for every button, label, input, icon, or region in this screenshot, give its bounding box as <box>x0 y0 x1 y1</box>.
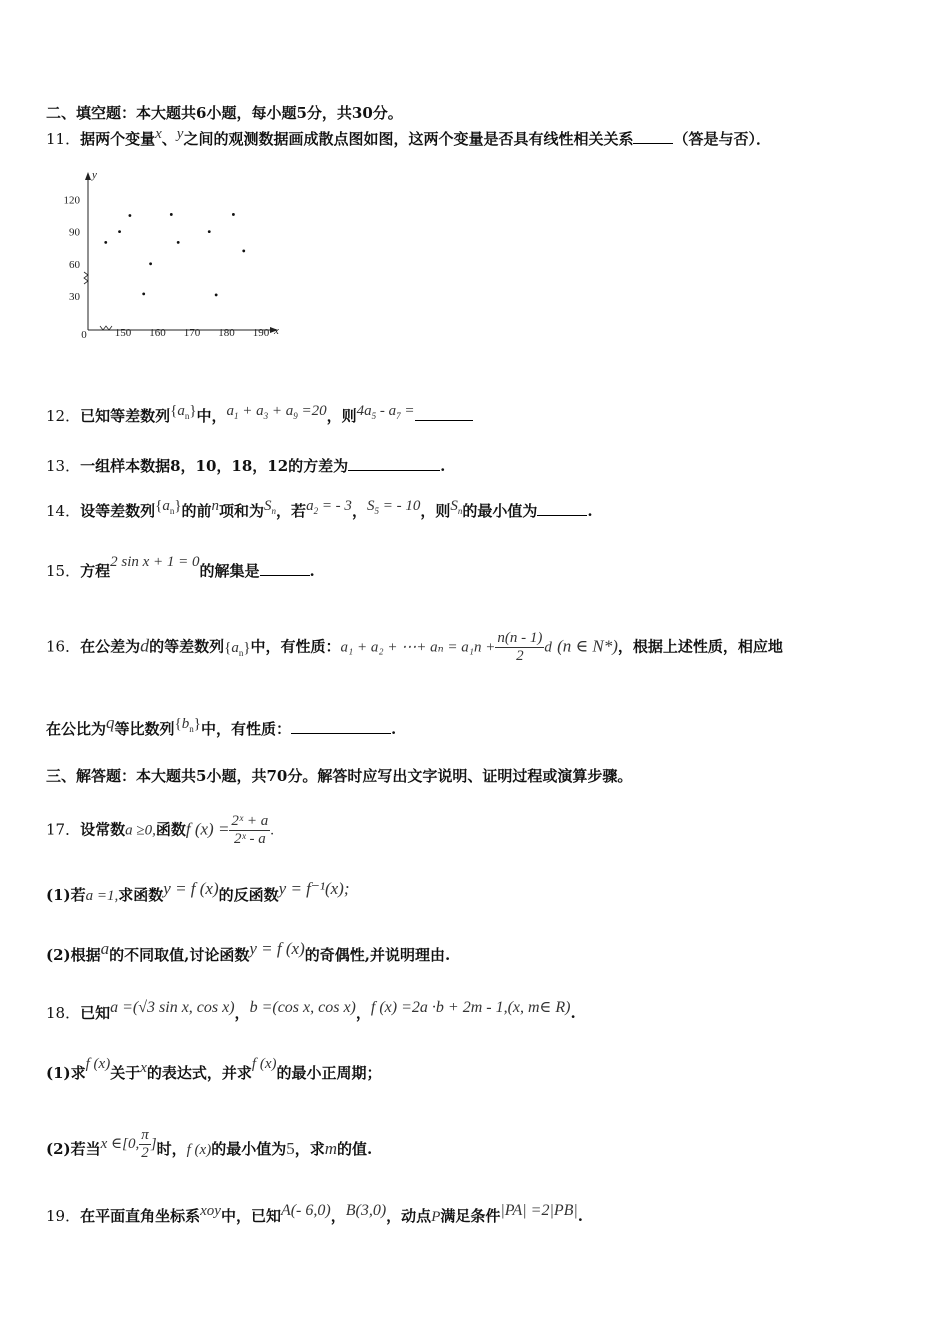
seq-letter: a <box>177 403 185 419</box>
q11-text-1: 据两个变量 <box>80 130 156 148</box>
scatter-point <box>177 241 180 244</box>
interval-condition <box>100 1127 157 1161</box>
section-3-heading-text: 三、解答题：本大题共5小题，共70分。解答时应写出文字说明、证明过程或演算步骤。 <box>46 767 633 785</box>
question-number: 17． <box>46 820 81 839</box>
scatter-point <box>118 230 121 233</box>
part-label: (2)若当 <box>46 1139 101 1158</box>
sum-letter: S <box>264 498 272 514</box>
eq-plus-1: + <box>238 403 257 419</box>
expr-a5-sub: 5 <box>371 411 377 421</box>
q14-text-3: 项和为 <box>219 502 265 520</box>
scatter-plot <box>56 168 288 348</box>
question-12 <box>46 405 473 427</box>
q17-1-text-1: 求函数 <box>118 886 164 904</box>
expr-minus: - <box>376 403 389 419</box>
question-19 <box>46 1202 584 1226</box>
q15-text-2: 的解集是 <box>199 562 260 580</box>
answer-blank[interactable] <box>291 732 391 734</box>
function: f (x) <box>85 1056 111 1072</box>
q18-text-1: 已知 <box>80 1004 111 1022</box>
q17-1-text-2: 的反函数 <box>218 886 279 904</box>
equation: 2 sin x + 1 = 0 <box>110 554 200 570</box>
answer-blank[interactable] <box>348 469 440 471</box>
question-17-part-2 <box>46 939 451 965</box>
y-axis-arrow <box>85 172 91 180</box>
x-tick-label: 150 <box>114 327 132 339</box>
question-18-part-1 <box>46 1056 382 1083</box>
y-tick-label: 90 <box>69 226 80 239</box>
var-a: a <box>100 939 110 958</box>
cond-a2-sub: 2 <box>313 506 319 516</box>
fraction-numerator: n(n - 1) <box>497 630 543 646</box>
y-tick-label: 30 <box>69 291 80 303</box>
expr-coef: 4 <box>356 403 365 419</box>
section-3-heading <box>46 765 632 786</box>
question-13 <box>46 455 445 476</box>
scatter-point <box>170 213 173 216</box>
function-def: f (x) = <box>185 819 230 839</box>
q17-2-text-2: 的奇偶性,并说明理由. <box>304 946 451 964</box>
domain-condition: (n ∈ N*) <box>557 636 618 656</box>
q19-end: . <box>577 1207 584 1225</box>
var-y: y <box>176 126 184 142</box>
condition: a ≥0, <box>125 822 156 839</box>
scatter-point <box>142 292 145 295</box>
seq-a-n: $\{a_n\}$ <box>170 403 197 421</box>
part-label: (1)若 <box>46 886 86 904</box>
answer-blank[interactable] <box>633 142 673 144</box>
section-2-heading-text: 二、填空题：本大题共6小题，每小题5分，共30分。 <box>46 104 403 122</box>
part-label: (2)根据 <box>46 946 101 964</box>
question-number: 13． <box>46 457 81 475</box>
x-tick-label: 170 <box>183 327 201 339</box>
eq-a1: a <box>226 403 235 419</box>
q14-text-4: ，若 <box>276 502 307 520</box>
seq-letter: b <box>181 716 190 732</box>
q18-2-text-2: 的最小值为 <box>211 1139 287 1158</box>
point-b: B(3,0) <box>345 1202 387 1219</box>
q16b-end: . <box>390 720 397 738</box>
answer-blank[interactable] <box>537 514 587 516</box>
expr-a5: a <box>364 403 372 419</box>
expr-eq: = <box>400 403 415 419</box>
q13-text: 一组样本数据8，10，18，12的方差为 <box>80 457 349 475</box>
sum-sub: n <box>457 506 463 516</box>
sum-formula: a₁ + a₂ + ⋯+ aₙ = a₁n + <box>340 639 496 656</box>
q14-text-5: ，则 <box>420 502 451 520</box>
question-number: 11． <box>46 130 81 148</box>
cond-s5-rhs: = - 10 <box>378 498 421 514</box>
q17-text-2: 函数 <box>155 820 186 839</box>
eq-a9: a <box>285 403 294 419</box>
seq-letter: a <box>231 639 239 656</box>
scatter-point <box>242 250 245 253</box>
seq-sub: n <box>184 411 190 421</box>
cond-a2-letter: a <box>306 498 314 514</box>
expr-a7-sub: 7 <box>396 411 401 421</box>
function-fraction <box>229 813 270 848</box>
q12-text-2: 中， <box>196 407 227 425</box>
answer-blank[interactable] <box>260 574 310 576</box>
interval-end: ] <box>150 1135 157 1152</box>
q18-1-text-3: 的最小正周期； <box>276 1064 382 1082</box>
vector-a: a =(√3 sin x, cos x) <box>110 999 235 1016</box>
question-16 <box>46 630 783 665</box>
seq-sub: n <box>189 724 194 734</box>
x-tick-label: 160 <box>149 327 166 339</box>
y-axis-label: y <box>92 169 97 181</box>
q13-end: . <box>440 457 446 475</box>
vector-b: b =(cos x, cos x) <box>249 999 356 1016</box>
q16-text-3: 中，有性质： <box>250 637 341 656</box>
y-tick-label: 120 <box>63 194 80 207</box>
distance-condition: |PA| =2|PB| <box>500 1202 578 1219</box>
var-x: x <box>140 1060 147 1076</box>
eq-a1-sub: 1 <box>234 411 239 421</box>
fraction-numerator: 2ˣ + a <box>231 813 269 829</box>
seq-b-n: $\{b_n\}$ <box>174 716 201 734</box>
question-16-continued <box>46 713 397 740</box>
q16b-text-1: 在公比为 <box>46 720 107 738</box>
coord-system: xoy <box>200 1203 221 1219</box>
q19-text-3: ，动点 <box>386 1207 432 1225</box>
q19-comma: ， <box>330 1207 346 1225</box>
q18-2-text-1: 时， <box>156 1139 187 1158</box>
q12-text-1: 已知等差数列 <box>80 407 171 425</box>
q14-text-1: 设等差数列 <box>80 502 156 520</box>
fraction-denominator: 2 <box>516 648 524 664</box>
question-number: 16． <box>46 637 81 656</box>
q19-text-1: 在平面直角坐标系 <box>80 1207 201 1225</box>
x-tick-label: 190 <box>252 327 270 339</box>
cond-s5-sub: 5 <box>374 506 379 516</box>
question-15 <box>46 554 315 581</box>
sum-tail: d <box>544 639 552 656</box>
min-value: 5 <box>286 1138 295 1158</box>
q17-2-text-1: 的不同取值,讨论函数 <box>109 946 250 964</box>
seq-letter: a <box>162 498 170 514</box>
part-label: (1)求 <box>46 1064 86 1082</box>
question-17-part-1 <box>46 879 350 905</box>
eq-plus-2: + <box>268 403 286 419</box>
q18-comma-1: ， <box>234 1004 250 1022</box>
scatter-point <box>208 230 211 233</box>
point-a: A(- 6,0) <box>280 1202 331 1219</box>
section-2-heading <box>46 102 403 123</box>
q16-text-4: ，根据上述性质，相应地 <box>617 637 783 656</box>
seq-a-n: $\{a_n\}$ <box>224 639 251 658</box>
q19-text-4: 满足条件 <box>440 1207 501 1225</box>
interval-fraction <box>139 1127 151 1162</box>
function-def: f (x) =2a ·b + 2m - 1,(x, m∈ R) <box>370 999 571 1016</box>
inverse-function: y = f⁻¹(x); <box>278 879 350 898</box>
q14-text-2: 的前 <box>181 502 212 520</box>
q11-text-3: （答是与否）． <box>673 130 771 148</box>
eq-a3: a <box>256 403 264 419</box>
x-axis-break <box>100 326 112 330</box>
condition-s5 <box>367 498 420 514</box>
question-number: 19． <box>46 1207 81 1225</box>
q14-comma: ， <box>351 502 367 520</box>
q16b-text-2: 等比数列 <box>114 720 175 738</box>
question-11 <box>46 128 771 149</box>
q18-comma-2: ， <box>355 1004 371 1022</box>
question-number: 18． <box>46 1004 81 1022</box>
question-18-part-2 <box>46 1127 373 1168</box>
y-axis-break <box>84 272 88 284</box>
scatter-point <box>232 213 235 216</box>
var-d: d <box>140 635 150 656</box>
eq-a3-sub: 3 <box>263 411 269 421</box>
q11-text-2: 之间的观测数据画成散点图如图，这两个变量是否具有线性相关关系 <box>183 130 634 148</box>
sum-fraction <box>495 630 544 665</box>
var-n: n <box>211 498 220 514</box>
scatter-point <box>129 214 132 217</box>
scatter-points <box>104 213 245 296</box>
condition: a =1, <box>85 888 119 904</box>
origin-label: 0 <box>81 329 87 341</box>
question-number: 14． <box>46 502 81 520</box>
function: y = f (x) <box>163 879 219 898</box>
chart-axes <box>84 172 278 333</box>
fraction-denominator: 2ˣ - a <box>233 831 266 847</box>
cond-s5-letter: S <box>366 498 375 514</box>
question-number: 15． <box>46 562 81 580</box>
fraction-numerator: π <box>141 1127 149 1143</box>
seq-sub: n <box>238 647 244 658</box>
seq-sub: n <box>169 506 175 516</box>
answer-blank[interactable] <box>415 419 473 421</box>
fraction-denominator: 2 <box>141 1145 149 1161</box>
y-tick-labels <box>64 194 81 303</box>
q17-end: . <box>270 822 275 839</box>
seq-a-n: $\{a_n\}$ <box>155 498 182 516</box>
q18-2-text-3: ，求 <box>294 1139 325 1158</box>
var-q: q <box>106 713 115 732</box>
question-17 <box>46 813 274 848</box>
target-expression <box>357 403 415 419</box>
q19-text-2: 中，已知 <box>220 1207 281 1225</box>
q11-sep: 、 <box>161 130 177 148</box>
condition-equation <box>227 403 327 419</box>
q17-text-1: 设常数 <box>80 820 126 839</box>
expr-a7: a <box>388 403 397 419</box>
scatter-point <box>149 262 152 265</box>
sum-s-n-2 <box>450 498 462 514</box>
question-14 <box>46 500 593 522</box>
question-number: 12． <box>46 407 81 425</box>
cond-a2-rhs: = - 3 <box>318 498 352 514</box>
q14-text-6: 的最小值为 <box>462 502 538 520</box>
function: y = f (x) <box>249 939 305 958</box>
q18-2-text-4: 的值. <box>337 1139 373 1158</box>
scatter-point <box>104 241 107 244</box>
q12-text-3: ，则 <box>326 407 357 425</box>
q16-text-1: 在公差为 <box>80 637 141 656</box>
q14-end: . <box>587 502 593 520</box>
q18-1-text-2: 的表达式，并求 <box>146 1064 252 1082</box>
x-tick-label: 180 <box>218 327 235 339</box>
x-tick-labels <box>115 327 270 339</box>
y-tick-label: 60 <box>69 258 80 271</box>
q16b-text-3: 中，有性质： <box>200 720 291 738</box>
q18-end: . <box>570 1004 576 1022</box>
q15-text-1: 方程 <box>80 562 111 580</box>
interval-start: x ∈[0, <box>100 1135 140 1152</box>
q15-end: . <box>309 562 315 580</box>
x-axis-label: x <box>274 325 279 337</box>
var-x: x <box>155 126 162 142</box>
condition-a2 <box>306 498 352 514</box>
question-18 <box>46 999 576 1023</box>
eq-a9-sub: 9 <box>293 411 298 421</box>
sum-letter: S <box>450 498 458 514</box>
function: f (x) <box>186 1141 212 1158</box>
q18-1-text-1: 关于 <box>110 1064 141 1082</box>
scatter-point <box>215 294 218 297</box>
sum-sub: n <box>271 506 277 516</box>
eq-rhs: =20 <box>297 403 327 419</box>
q16-text-2: 的等差数列 <box>149 637 225 656</box>
function-2: f (x) <box>251 1056 277 1072</box>
var-m: m <box>324 1138 338 1158</box>
sum-s-n <box>264 498 276 514</box>
point-p: P <box>431 1209 441 1225</box>
